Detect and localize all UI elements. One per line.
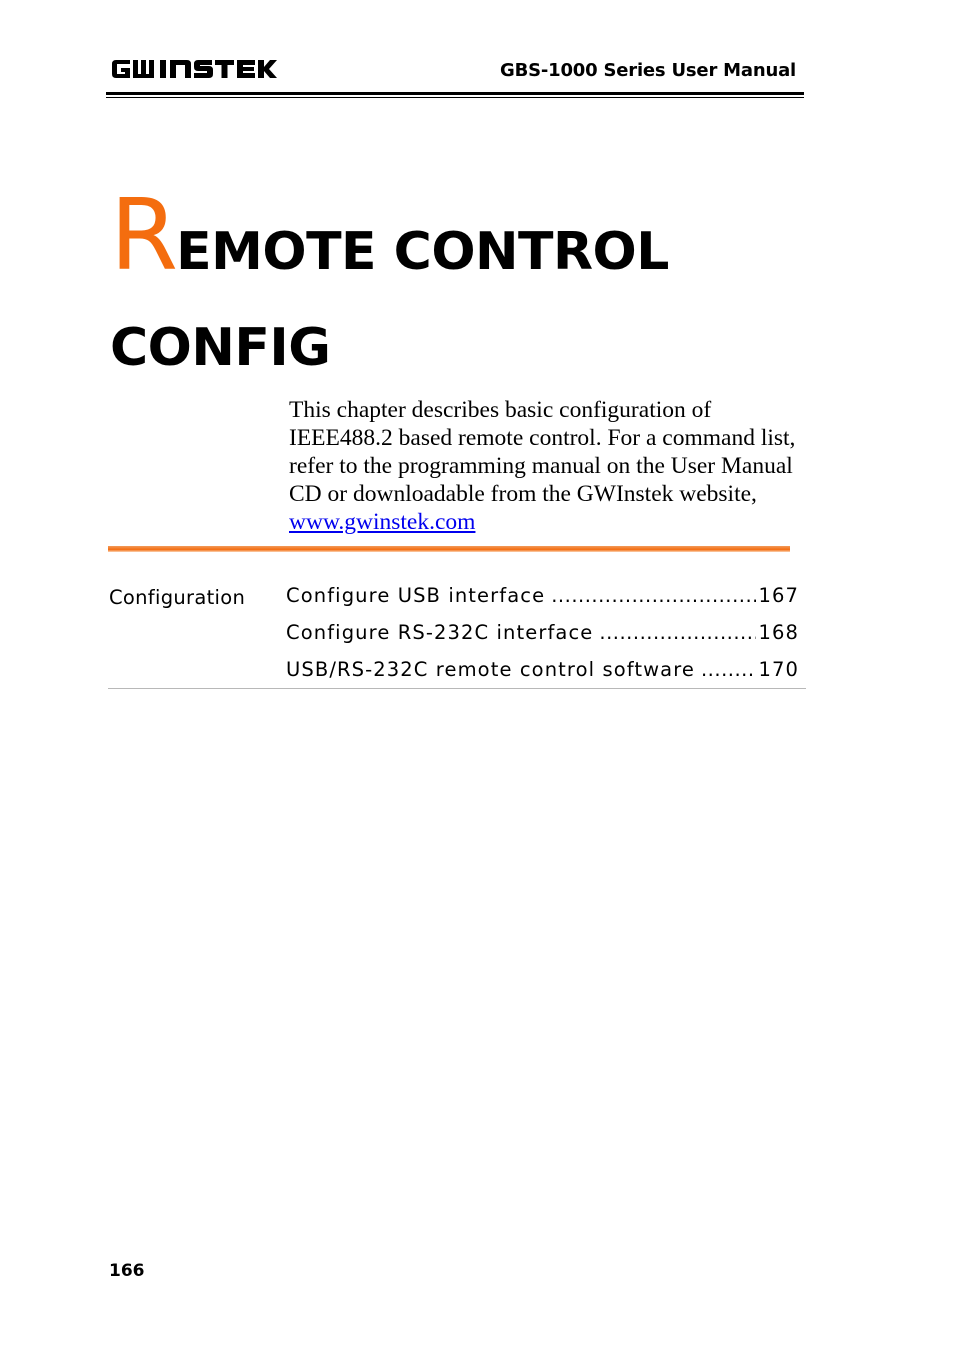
- toc-entry-rs232c[interactable]: [286, 621, 799, 658]
- section-divider: [108, 546, 790, 552]
- header-rule: [106, 92, 804, 95]
- header-rule-thin: [106, 97, 804, 98]
- chapter-title-line1: EMOTE CONTROL: [176, 222, 669, 282]
- toc-entry-usb[interactable]: [286, 584, 799, 621]
- toc-entry-title: Configure RS-232C interface: [286, 621, 594, 644]
- toc-leader: [545, 584, 756, 607]
- toc-section-label: Configuration: [109, 586, 246, 609]
- toc-leader: [593, 621, 756, 644]
- intro-text: This chapter describes basic configuration of IEEE488.2 based remote control. For a command list, refer to the programming manual on the User Manual CD or downloadable from the GWInstek website,: [289, 397, 796, 507]
- toc-list: [286, 584, 799, 695]
- toc-entry-page: 170: [758, 658, 799, 681]
- chapter-intro: [289, 396, 799, 536]
- chapter-title-line2: CONFIG: [110, 318, 331, 378]
- toc-entry-page: 168: [758, 621, 799, 644]
- toc-entry-remote-software[interactable]: [286, 658, 799, 695]
- chapter-title-initial: R: [110, 179, 177, 293]
- manual-title: GBS-1000 Series User Manual: [500, 60, 796, 81]
- logo-mark: [108, 52, 278, 86]
- chapter-title: [110, 179, 669, 396]
- toc-bottom-rule: [108, 688, 806, 689]
- toc-leader: [695, 658, 756, 681]
- toc-entry-page: 167: [758, 584, 799, 607]
- page-number: 166: [109, 1261, 145, 1281]
- gw-instek-logo: [108, 52, 278, 86]
- toc-entry-title: USB/RS-232C remote control software: [286, 658, 695, 681]
- toc-entry-title: Configure USB interface: [286, 584, 546, 607]
- website-link[interactable]: www.gwinstek.com: [289, 509, 476, 535]
